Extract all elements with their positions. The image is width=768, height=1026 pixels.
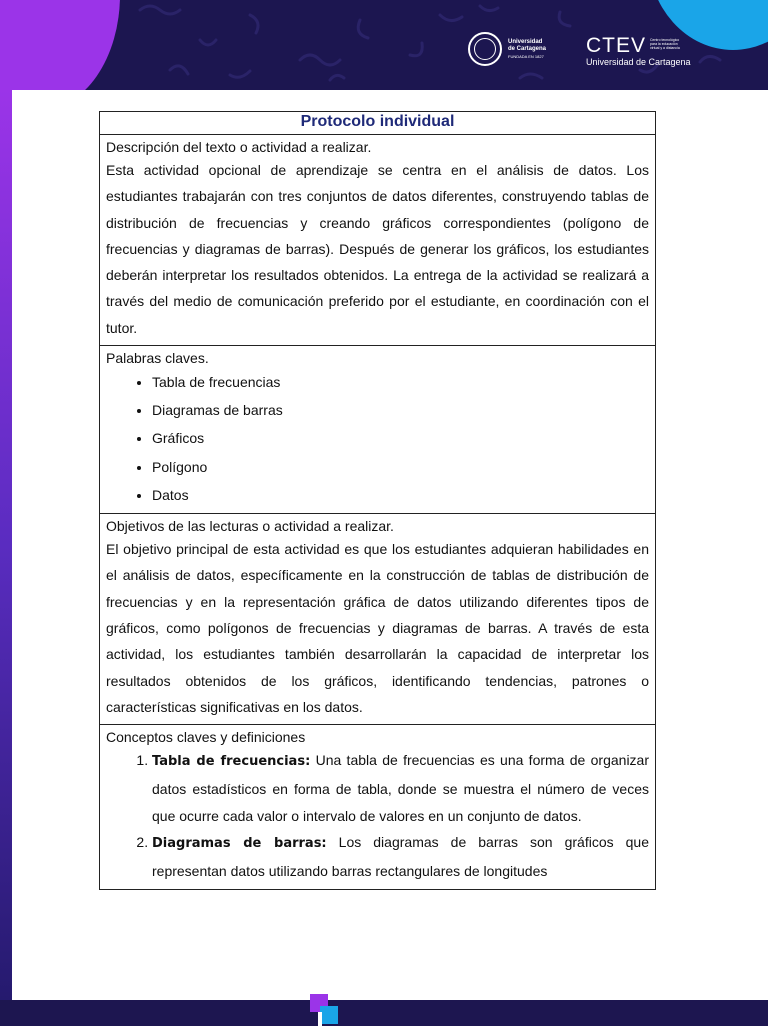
concept-term: Tabla de frecuencias: xyxy=(152,754,311,770)
protocol-title: Protocolo individual xyxy=(100,112,656,135)
keyword-item: • Tabla de frecuencias xyxy=(152,368,649,396)
keywords-list xyxy=(106,368,649,509)
page-header xyxy=(0,0,768,90)
concepts-list xyxy=(106,747,649,885)
protocol-table xyxy=(99,111,656,890)
keyword-item: • Diagramas de barras xyxy=(152,396,649,424)
keyword-item: • Polígono xyxy=(152,453,649,481)
objectives-label: Objetivos de las lecturas o actividad a realizar. xyxy=(106,518,394,535)
universidad-de-cartagena-logo xyxy=(468,32,546,66)
document-page xyxy=(12,90,768,1000)
concept-term: Diagramas de barras: xyxy=(152,836,327,852)
left-gradient-band xyxy=(0,90,12,1000)
concepts-section xyxy=(100,725,656,890)
ctev-subtitle: Universidad de Cartagena xyxy=(586,57,691,67)
concepts-label: Conceptos claves y definiciones xyxy=(106,729,306,746)
keywords-label: Palabras claves. xyxy=(106,350,209,367)
keywords-section xyxy=(100,346,656,514)
description-text: Esta actividad opcional de aprendizaje se centra en el análisis de datos. Los estudiantes trabajarán con tres conjuntos de datos diferentes, construyendo tablas de distribución de frecuencias y creando gráficos correspondientes (polígono de frecuencias y diagramas de barras). Después de generar los gráficos, los estudiantes deberán interpretar los resultados obtenidos. La entrega de la actividad se realizará a través del medio de comunicación preferido por el estudiante, en coordinación con el tutor. xyxy=(106,162,649,336)
concept-item xyxy=(152,829,649,884)
udc-logo-line3: FUNDADA EN 1827 xyxy=(508,53,544,59)
objectives-section xyxy=(100,514,656,725)
blue-square xyxy=(320,1006,338,1024)
keyword-item: • Datos xyxy=(152,481,649,509)
description-section xyxy=(100,135,656,346)
ctev-tagline: Centro tecnológico para la educación virtual y a distancia xyxy=(650,38,680,50)
concept-item xyxy=(152,747,649,829)
ctev-logo-text: CTEV xyxy=(586,34,647,57)
objectives-text: El objetivo principal de esta actividad es que los estudiantes adquieran habilidades en el análisis de datos, específicamente en la construcción de tablas de distribución de frecuencias y en la representación gráfica de datos utilizando diferentes tipos de gráficos, como polígonos de frecuencias y diagramas de barras. A través de esta actividad, los estudiantes también desarrollarán la capacidad de interpretar los resultados obtenidos de los gráficos, identificando tendencias, patrones o características significativas en los datos. xyxy=(106,541,649,715)
description-label: Descripción del texto o actividad a realizar. xyxy=(106,139,372,155)
keyword-item: • Gráficos xyxy=(152,424,649,452)
ctev-logo xyxy=(586,36,691,68)
udc-logo-line1: Universidad xyxy=(508,38,543,45)
university-seal-icon xyxy=(468,32,502,66)
concept-definition: Los diagramas de barras son gráficos que representan datos utilizando barras rectangulares de longitudes xyxy=(152,834,649,879)
concept-definition: Una tabla de frecuencias es una forma de organizar datos estadísticos en forma de tabla, donde se muestra el número de veces que ocurre cada valor o intervalo de valores en un conjunto de datos. xyxy=(152,752,649,824)
udc-logo-line2: de Cartagena xyxy=(508,45,547,52)
